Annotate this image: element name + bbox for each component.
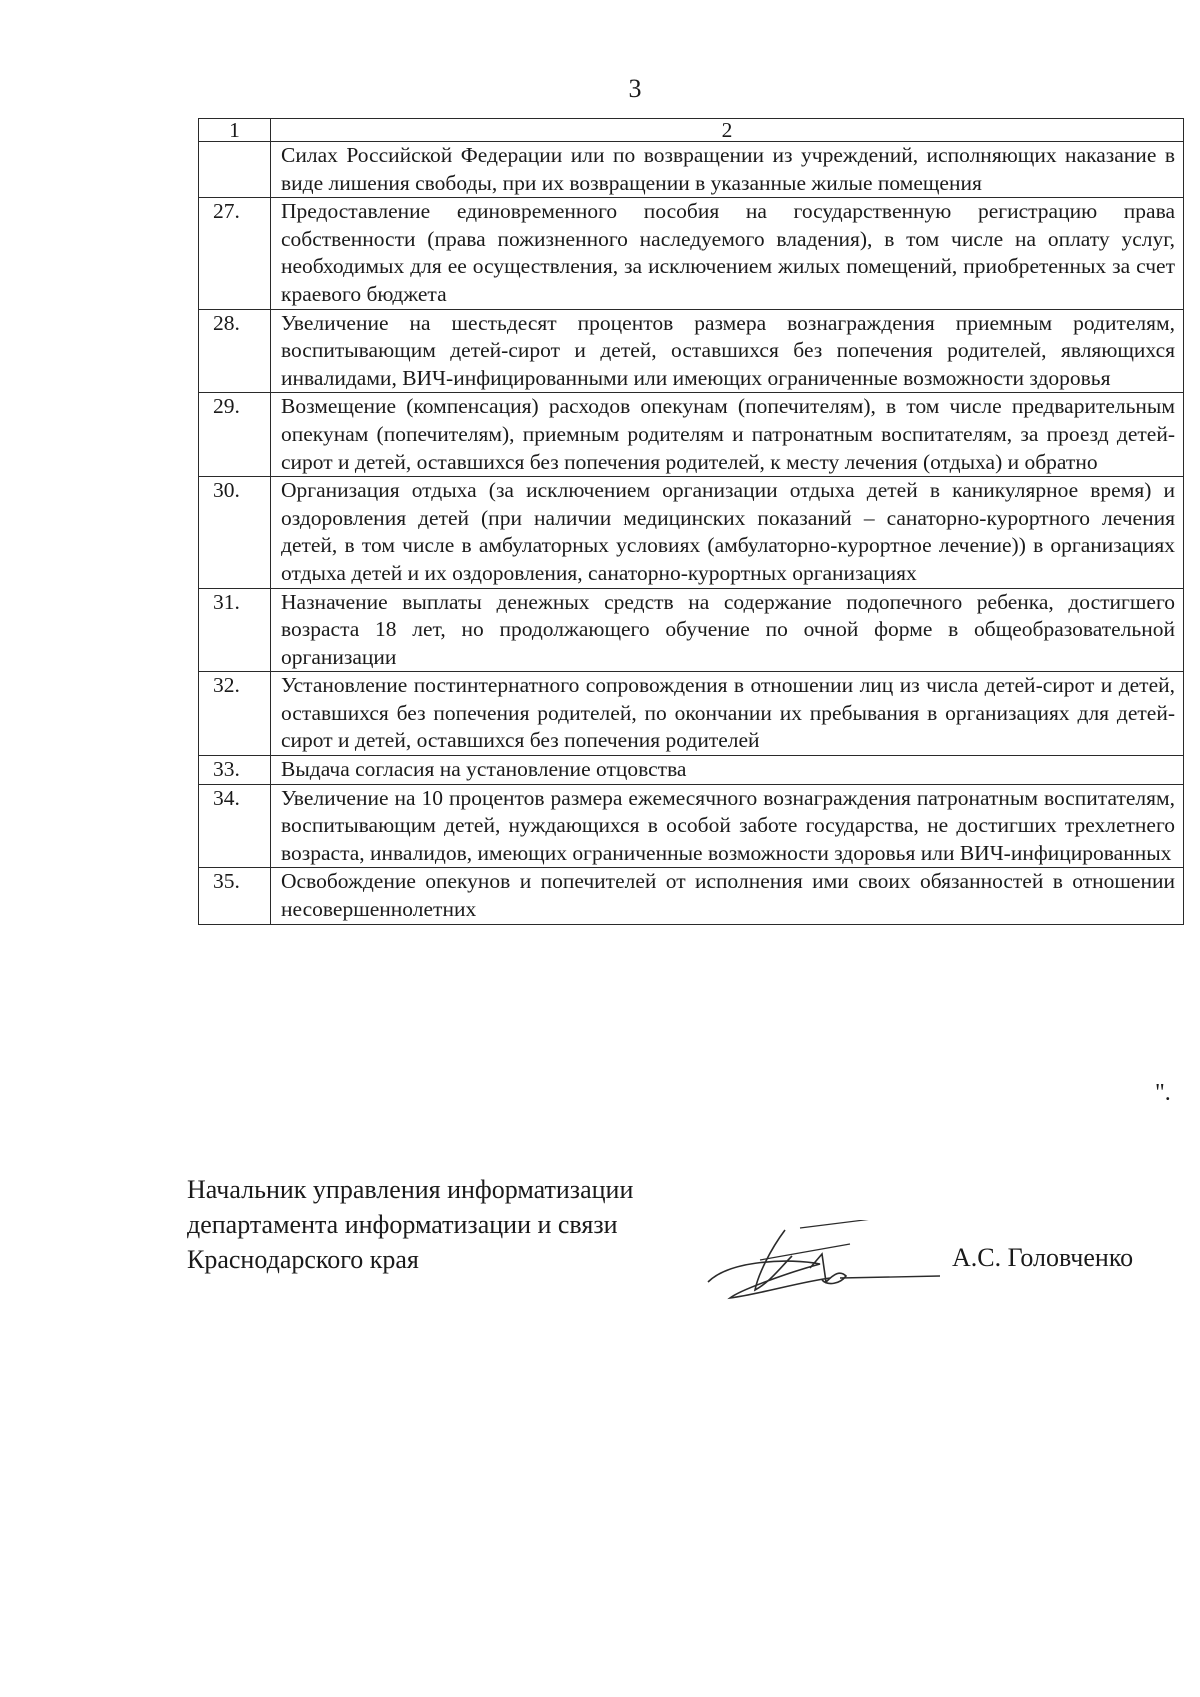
column-header-number: 1	[199, 119, 271, 142]
row-service-text: Организация отдыха (за исключением организации отдыха детей в каникулярное время) и оздоровления детей (при наличии медицинских показаний – санаторно-курортного лечения детей, в том числе в амбулаторных условиях (амбулаторно-курортное лечение)) в организациях отдыха детей и их оздоровления, санаторно-курортных организациях	[271, 477, 1184, 588]
table-row	[199, 868, 1184, 924]
table-row	[199, 309, 1184, 393]
row-service-text: Освобождение опекунов и попечителей от исполнения ими своих обязанностей в отношении несовершеннолетних	[271, 868, 1184, 924]
row-number: 27.	[199, 198, 271, 309]
row-service-text: Выдача согласия на установление отцовства	[271, 756, 1184, 785]
table-row	[199, 142, 1184, 198]
services-table	[198, 118, 1184, 925]
row-service-text: Возмещение (компенсация) расходов опекунам (попечителям), в том числе предварительным опекунам (попечителям), приемным родителям и патронатным воспитателям, за проезд детей-сирот и детей, оставшихся без попечения родителей, к месту лечения (отдыха) и обратно	[271, 393, 1184, 477]
row-number: 33.	[199, 756, 271, 785]
row-number: 34.	[199, 784, 271, 868]
page-number: 3	[628, 74, 642, 103]
table-row	[199, 784, 1184, 868]
row-service-text: Силах Российской Федерации или по возвращении из учреждений, исполняющих наказание в виде лишения свободы, при их возвращении в указанные жилые помещения	[271, 142, 1184, 198]
closing-quote: ".	[1155, 1080, 1171, 1106]
table-row	[199, 756, 1184, 785]
table-row	[199, 588, 1184, 672]
handwritten-signature	[700, 1220, 940, 1310]
table-row	[199, 477, 1184, 588]
row-number: 35.	[199, 868, 271, 924]
table-row	[199, 393, 1184, 477]
table-header-row	[199, 119, 1184, 142]
row-number: 32.	[199, 672, 271, 756]
row-number: 29.	[199, 393, 271, 477]
column-header-service: 2	[271, 119, 1184, 142]
signatory-position	[187, 1172, 633, 1277]
row-number: 31.	[199, 588, 271, 672]
row-service-text: Предоставление единовременного пособия на государственную регистрацию права собственности (права пожизненного наследуемого владения), в том числе на оплату услуг, необходимых для ее осуществления, за исключением жилых помещений, приобретенных за счет краевого бюджета	[271, 198, 1184, 309]
position-line: Начальник управления информатизации	[187, 1175, 634, 1204]
table-row	[199, 672, 1184, 756]
row-number	[199, 142, 271, 198]
row-service-text: Установление постинтернатного сопровождения в отношении лиц из числа детей-сирот и детей, оставшихся без попечения родителей, по окончании их пребывания в организациях для детей-сирот и детей, оставшихся без попечения родителей	[271, 672, 1184, 756]
position-line: Краснодарского края	[187, 1245, 419, 1274]
position-line: департамента информатизации и связи	[187, 1210, 618, 1239]
table-row	[199, 198, 1184, 309]
row-service-text: Увеличение на 10 процентов размера ежемесячного вознаграждения патронатным воспитателям, воспитывающим детей, нуждающихся в особой заботе государства, не достигших трехлетнего возраста, инвалидов, имеющих ограниченные возможности здоровья или ВИЧ-инфицированных	[271, 784, 1184, 868]
row-number: 30.	[199, 477, 271, 588]
row-service-text: Назначение выплаты денежных средств на содержание подопечного ребенка, достигшего возраста 18 лет, но продолжающего обучение по очной форме в общеобразовательной организации	[271, 588, 1184, 672]
row-number: 28.	[199, 309, 271, 393]
signer-name: А.С. Головченко	[952, 1243, 1134, 1272]
row-service-text: Увеличение на шестьдесят процентов размера вознаграждения приемным родителям, воспитывающим детей-сирот и детей, оставшихся без попечения родителей, являющихся инвалидами, ВИЧ-инфицированными или имеющих ограниченные возможности здоровья	[271, 309, 1184, 393]
